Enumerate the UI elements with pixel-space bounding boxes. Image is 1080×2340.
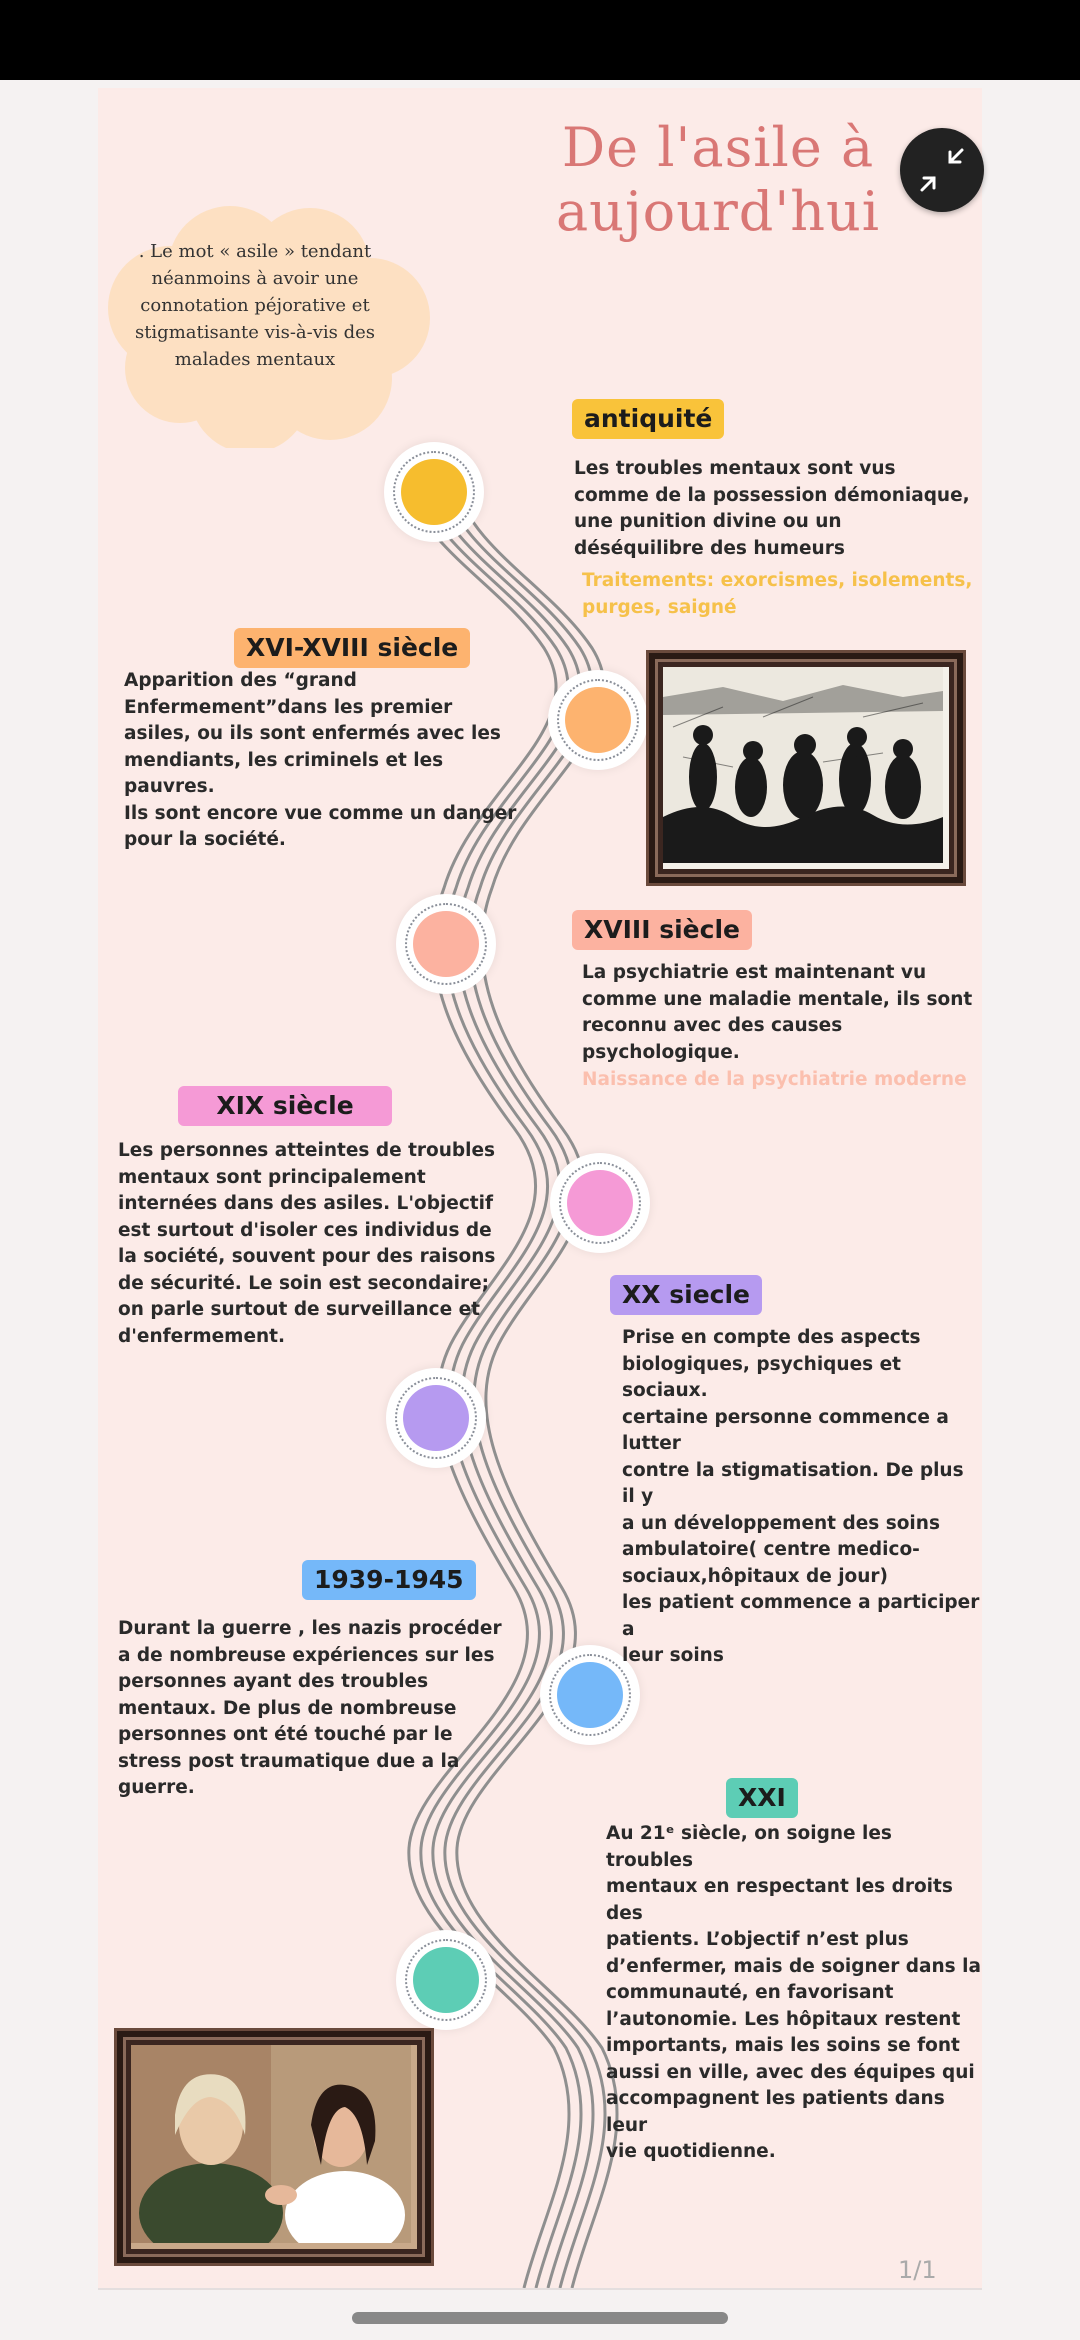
engraving-image	[646, 650, 966, 886]
page-title: De l'asile à aujourd'hui	[555, 116, 881, 243]
text-antiquite: Les troubles mentaux sont vus comme de la possession démoniaque, une punition divine ou un déséquilibre des humeurs	[574, 458, 970, 559]
care-photo-illustration	[131, 2045, 411, 2243]
label-1939-1945: 1939-1945	[302, 1560, 476, 1600]
timeline-node-xvi-xviii[interactable]	[548, 670, 648, 770]
text-xix: Les personnes atteintes de troubles mentaux sont principalement internées dans des asiles. L'objectif est surtout d'isoler ces individus de la société, souvent pour des raisons de sécurité. Le soin est secondaire; on parle surtout de surveillance et d'enfermement.	[118, 1140, 496, 1347]
collapse-arrows-icon	[900, 128, 984, 212]
timeline-node-xviii[interactable]	[396, 894, 496, 994]
note-xviii: Naissance de la psychiatrie moderne	[582, 1069, 967, 1090]
cloud-note: . Le mot « asile » tendant néanmoins à avoir une connotation péjorative et stigmatisante vis-à-vis des malades mentaux	[134, 241, 376, 370]
status-bar	[0, 0, 1080, 80]
label-antiquite: antiquité	[572, 399, 724, 439]
engraving-illustration	[663, 667, 943, 863]
label-xx: XX siecle	[610, 1275, 762, 1315]
page-indicator: 1/1	[898, 2256, 937, 2284]
text-xvi-xviii: Apparition des “grand Enfermement”dans les premier asiles, ou ils sont enfermés avec les mendiants, les criminels et les pauvres. Ils sont encore vue comme un danger pour la société.	[124, 670, 517, 850]
text-xx: Prise en compte des aspects biologiques, psychiques et sociaux. certaine personne commence a lutter contre la stigmatisation. De plus il y a un développement des soins ambulatoire( centre medico- sociaux,hôpitaux de jour) les patient commence a participer a leur soins	[622, 1327, 980, 1666]
timeline-node-antiquite[interactable]	[384, 442, 484, 542]
label-xviii: XVIII siècle	[572, 910, 752, 950]
page-divider	[98, 2288, 982, 2290]
timeline-node-xix[interactable]	[550, 1153, 650, 1253]
label-xix: XIX siècle	[178, 1086, 392, 1126]
note-antiquite: Traitements: exorcismes, isolements, purges, saigné	[582, 570, 973, 618]
timeline-node-xx[interactable]	[386, 1368, 486, 1468]
document-page[interactable]	[98, 88, 982, 2288]
label-xvi-xviii: XVI-XVIII siècle	[234, 628, 470, 668]
timeline-node-xxi[interactable]	[396, 1930, 496, 2030]
text-xxi: Au 21ᵉ siècle, on soigne les troubles mentaux en respectant les droits des patients. L’objectif n’est plus d’enfermer, mais de soigner dans la communauté, en favorisant l’autonomie. Les hôpitaux restent importants, mais les soins se font aussi en ville, avec des équipes qui accompagnent les patients dans leur vie quotidienne.	[606, 1823, 981, 2162]
label-xxi: XXI	[726, 1778, 798, 1818]
care-photo	[114, 2028, 434, 2266]
text-xviii: La psychiatrie est maintenant vu comme une maladie mentale, ils sont reconnu avec des causes psychologique.	[582, 962, 973, 1063]
text-1939-1945: Durant la guerre , les nazis procéder a de nombreuse expériences sur les personnes ayant des troubles mentaux. De plus de nombreuse personnes ont été touché par le stress post traumatique due a la guerre.	[118, 1618, 502, 1798]
collapse-button[interactable]	[900, 128, 984, 212]
home-indicator[interactable]	[352, 2312, 728, 2324]
